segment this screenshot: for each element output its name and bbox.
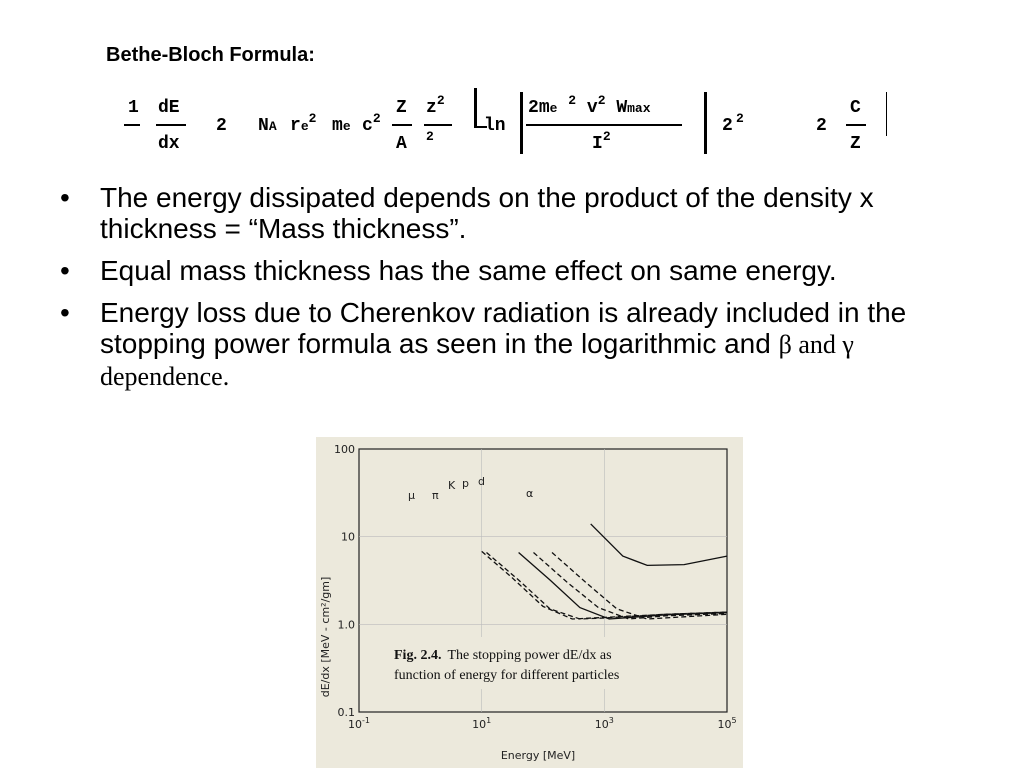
caption-line-1: [394, 648, 612, 663]
x-tick-label: $10^3$: [594, 716, 614, 731]
formula-na: NA: [258, 116, 277, 136]
formula-c2: $c^2$: [362, 111, 381, 136]
caption-line-2: function of energy for different particles: [394, 668, 620, 683]
bullet-list: [56, 182, 936, 403]
formula-end-line: [886, 92, 887, 136]
x-tick-label: $10^5$: [717, 716, 737, 731]
formula-me: me: [332, 116, 351, 136]
y-tick-label: 0.1: [337, 706, 355, 719]
y-axis-label: dE/dx [MeV - cm²/gm]: [319, 576, 332, 698]
bullet-greek-text: β and γ dependence.: [100, 330, 854, 391]
fraction-bar: [156, 124, 186, 126]
bullet-text: Energy loss due to Cherenkov radiation is already included in the stopping power formula as seen in the logarithmic and: [100, 297, 907, 359]
particle-label: K: [448, 479, 456, 492]
formula-z2: $z^2$: [426, 93, 445, 118]
x-axis-label: Energy [MeV]: [500, 749, 576, 762]
curve-π: [487, 553, 728, 620]
particle-label: μ: [408, 489, 415, 502]
y-tick-label: 10: [341, 530, 355, 544]
caption-text: The stopping power dE/dx as: [447, 648, 612, 663]
particle-label: π: [432, 489, 439, 502]
y-tick-label: 100: [334, 443, 355, 456]
fraction-bar: [392, 124, 412, 126]
bullet-item: [56, 297, 936, 392]
inner-bracket: [520, 92, 523, 154]
formula-C: C: [850, 98, 861, 118]
particle-labels: [408, 475, 533, 502]
close-bracket: [704, 92, 707, 154]
caption-bold: Fig. 2.4.: [394, 648, 442, 663]
formula-two: 2: [816, 116, 827, 136]
fraction-bar: [526, 124, 682, 126]
bullet-item: [56, 255, 936, 286]
fraction-bar: [424, 124, 452, 126]
y-tick-labels: [334, 443, 355, 719]
bullet-text: The energy dissipated depends on the product of the density x thickness = “Mass thickness”.: [100, 182, 874, 244]
formula-two-pi: 2: [216, 116, 227, 136]
particle-label: α: [526, 487, 534, 500]
x-tick-label: $10^{-1}$: [348, 716, 370, 731]
bethe-bloch-formula: [0, 88, 1024, 160]
fraction-bar: [124, 124, 140, 126]
x-tick-label: $10^1$: [472, 716, 492, 731]
formula-Z: Z: [396, 98, 407, 118]
fraction-bar: [846, 124, 866, 126]
bullet-item: [56, 182, 936, 244]
formula-re: $re^2$: [290, 111, 317, 136]
formula-one: 1: [128, 98, 139, 118]
particle-label: d: [478, 475, 485, 488]
curve-α: [591, 524, 727, 566]
bullet-marker: •: [60, 255, 70, 286]
formula-dE: dE: [158, 98, 180, 118]
stopping-power-chart: [316, 437, 743, 768]
formula-numerator: 2me $^2$ $v^2$ Wmax: [528, 93, 651, 118]
slide-title: Bethe-Bloch Formula:: [106, 44, 315, 66]
x-tick-labels: [348, 716, 737, 731]
formula-beta2: 2: [736, 111, 744, 126]
formula-beta2: 2: [426, 129, 434, 144]
formula-Z: Z: [850, 134, 861, 154]
formula-A: A: [396, 134, 407, 154]
y-tick-label: 1.0: [337, 618, 355, 632]
stopping-power-figure: [316, 437, 743, 768]
formula-I2: $I^2$: [592, 129, 611, 154]
particle-label: p: [462, 477, 469, 490]
formula-two: 2: [722, 116, 733, 136]
formula-dx: dx: [158, 134, 180, 154]
bullet-marker: •: [60, 297, 70, 328]
formula-ln: ln: [484, 116, 506, 136]
bullet-text: Equal mass thickness has the same effect on same energy.: [100, 255, 837, 286]
bullet-marker: •: [60, 182, 70, 213]
